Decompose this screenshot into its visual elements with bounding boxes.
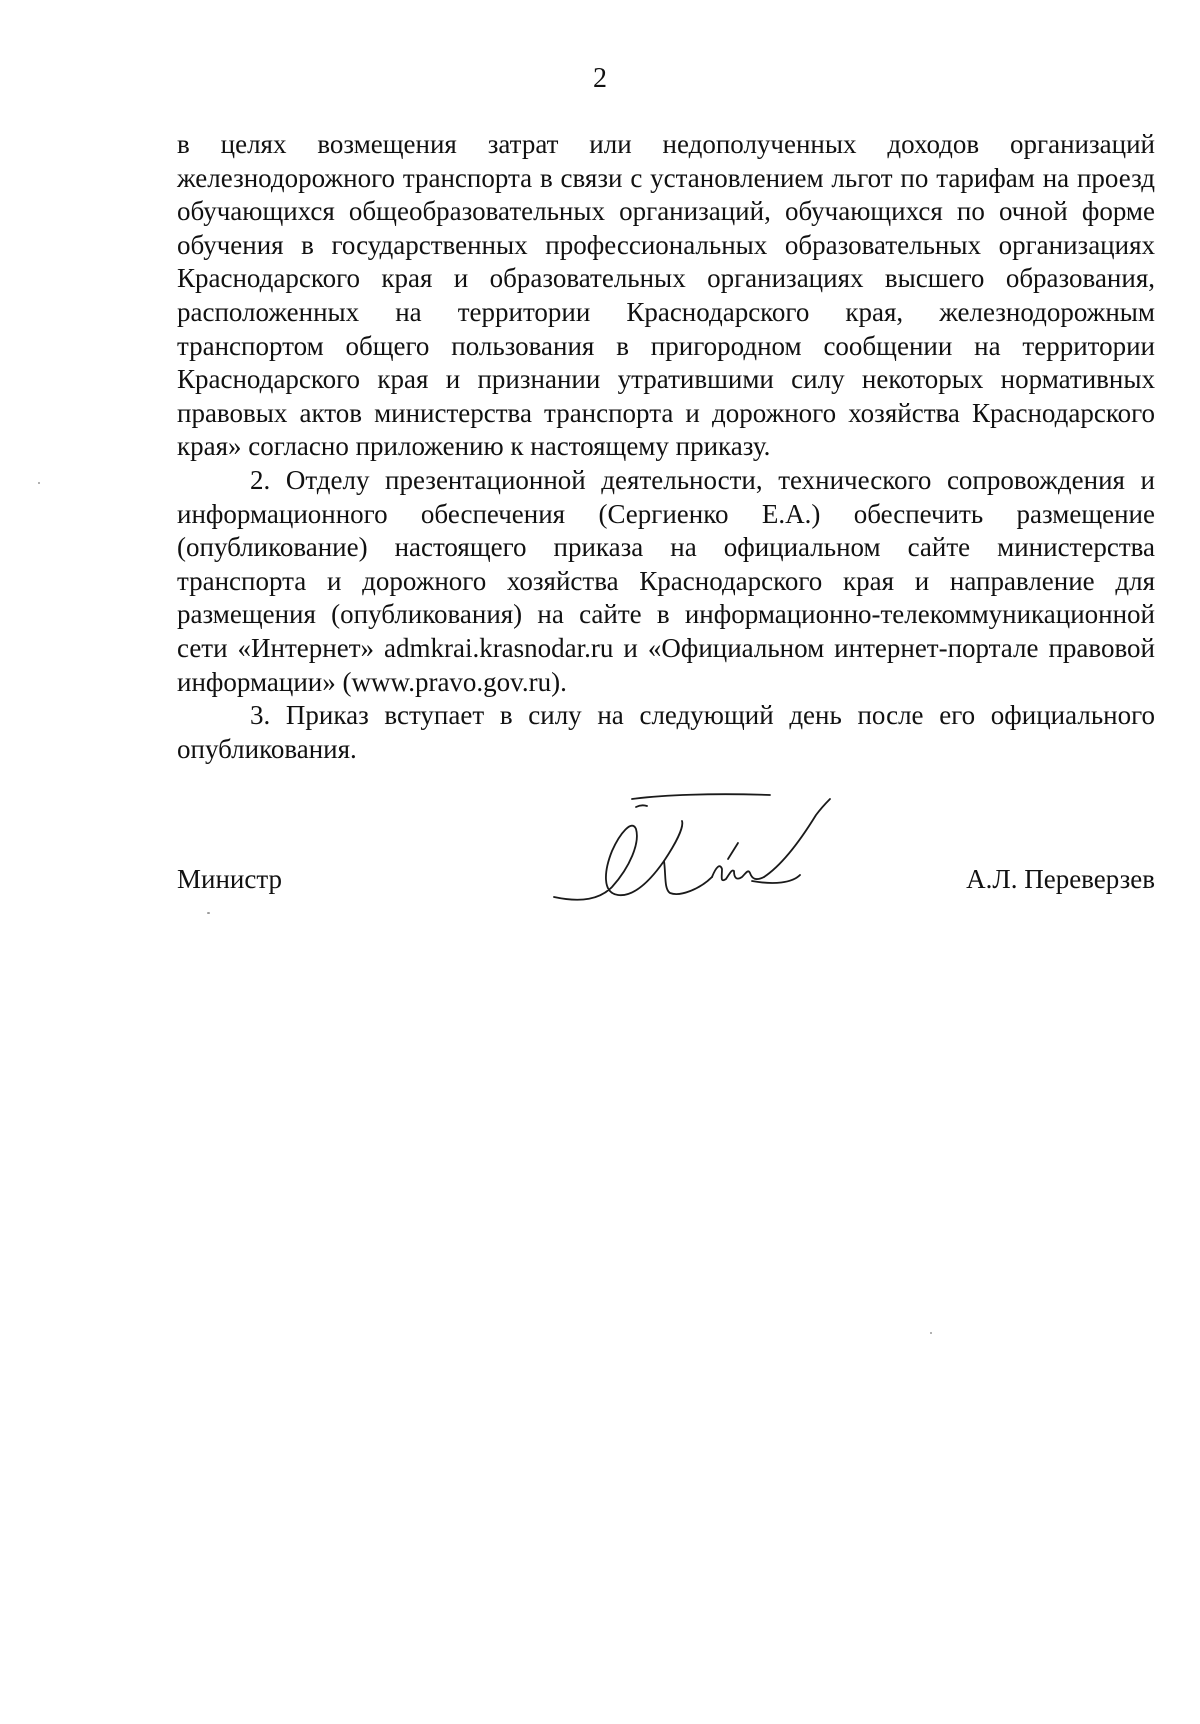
paragraph-item-3: 3. Приказ вступает в силу на следующий день после его официального опубликования. xyxy=(177,700,1155,764)
signature-block xyxy=(177,862,1155,902)
scan-speck xyxy=(38,482,40,484)
signatory-name: А.Л. Переверзев xyxy=(966,864,1155,894)
paragraph-continuation: в целях возмещения затрат или недополученных доходов организаций железнодорожного транспорта в связи с установлением льгот по тарифам на проезд обучающихся общеобразовательных организаций, обучающихся по очной форме обучения в государственных профессиональных образовательных организациях Краснодарского края и образовательных организациях высшего образования, расположенных на территории Краснодарского края, железнодорожным транспортом общего пользования в пригородном сообщении на территории Краснодарского края и признании утратившими силу некоторых нормативных правовых актов министерства транспорта и дорожного хозяйства Краснодарского края» согласно приложению к настоящему приказу. xyxy=(177,129,1155,462)
document-body xyxy=(177,128,1155,766)
signatory-role: Министр xyxy=(177,864,282,894)
scan-speck xyxy=(207,912,210,914)
scan-speck xyxy=(930,1332,932,1334)
paragraph-item-2: 2. Отделу презентационной деятельности, технического сопровождения и информационного обеспечения (Сергиенко Е.А.) обеспечить размещение (опубликование) настоящего приказа на официальном сайте министерства транспорта и дорожного хозяйства Краснодарского края и направление для размещения (опубликования) на сайте в информационно-телекоммуникационной сети «Интернет» admkrai.krasnodar.ru и «Официальном интернет-портале правовой информации» (www.pravo.gov.ru). xyxy=(177,464,1155,697)
page-number: 2 xyxy=(593,63,607,94)
